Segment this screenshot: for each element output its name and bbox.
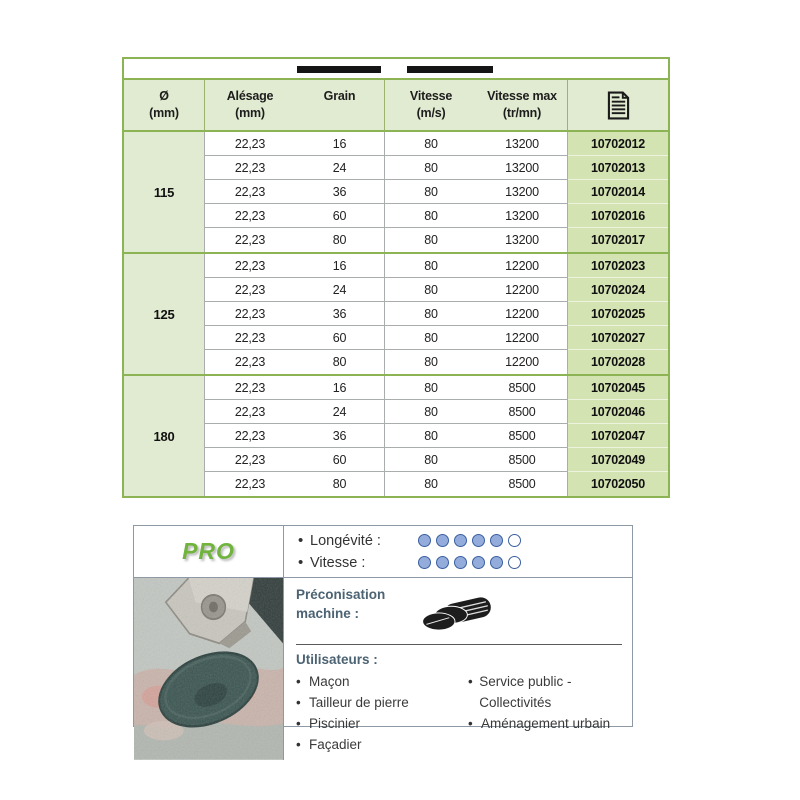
- user-item: [296, 714, 468, 735]
- alesage-cell: 22,23: [234, 477, 266, 491]
- section-divider: [296, 644, 622, 645]
- product-spec-table: [122, 57, 670, 498]
- details-panel: [284, 578, 632, 760]
- rating-dots: [418, 556, 521, 569]
- alesage-cell: 22,23: [205, 204, 295, 228]
- alesage-cell: 22,23: [205, 400, 295, 424]
- vitesse-max-cell: 12200: [477, 254, 568, 278]
- vitesse-cell: 80: [385, 326, 477, 350]
- label-line: Préconisation: [296, 587, 386, 602]
- user-label: Maçon: [309, 674, 350, 689]
- dot-filled: [472, 556, 485, 569]
- header-line: (mm): [235, 105, 265, 120]
- grain-cell: 80: [295, 228, 385, 252]
- dot-filled: [490, 556, 503, 569]
- angle-grinder-icon: [415, 590, 495, 634]
- dot-empty: [508, 534, 521, 547]
- code-cell: 10702013: [568, 156, 668, 180]
- grain-cell: 36: [295, 180, 385, 204]
- grain-cell: 80: [295, 472, 385, 496]
- vitesse-max-cell: 13200: [477, 180, 568, 204]
- pro-badge: PRO: [182, 538, 235, 564]
- header-line: Vitesse max: [487, 89, 557, 103]
- alesage-cell: 22,23: [205, 424, 295, 448]
- dot-empty: [508, 556, 521, 569]
- vitesse-cell: 80: [424, 355, 438, 369]
- header-diameter: [124, 80, 205, 130]
- user-label: Façadier: [309, 736, 362, 752]
- vitesse-max-cell: 13200: [477, 228, 568, 252]
- code-cell: 10702045: [568, 376, 668, 400]
- vitesse-cell: 80: [385, 156, 477, 180]
- alesage-cell: 22,23: [205, 132, 295, 156]
- bullet: •: [296, 715, 301, 731]
- code-cell: 10702012: [568, 132, 668, 156]
- alesage-cell: 22,23: [234, 355, 266, 369]
- code-cell: 10702046: [568, 400, 668, 424]
- dot-filled: [454, 556, 467, 569]
- range-indicator-bar: [297, 66, 493, 73]
- user-label: Tailleur de pierre: [309, 694, 409, 710]
- spec-table-body: [124, 130, 668, 496]
- dot-filled: [454, 534, 467, 547]
- machine-recommendation-label: [296, 586, 385, 624]
- vitesse-max-cell: 12200: [477, 326, 568, 350]
- code-cell: 10702016: [568, 204, 668, 228]
- code-cell: 10702050: [568, 472, 668, 496]
- diameter-cell: 115: [124, 132, 205, 252]
- table-header-row: [124, 80, 668, 130]
- alesage-cell: 22,23: [205, 180, 295, 204]
- table-group: [124, 374, 668, 496]
- vitesse-max-cell: 13200: [477, 132, 568, 156]
- vitesse-max-cell: 13200: [477, 156, 568, 180]
- table-group: [124, 130, 668, 252]
- header-alesage: [205, 80, 295, 130]
- range-indicator-gap: [381, 66, 407, 73]
- vitesse-max-cell: 8500: [477, 400, 568, 424]
- code-cell: 10702024: [568, 278, 668, 302]
- header-line: (tr/mn): [502, 105, 542, 120]
- user-item: [296, 693, 468, 714]
- rating-row: [298, 532, 622, 549]
- header-vitesse: [385, 80, 477, 130]
- vitesse-max-cell: 8500: [477, 448, 568, 472]
- bullet: •: [296, 674, 301, 689]
- vitesse-max-cell: 8500: [477, 424, 568, 448]
- grain-cell: 24: [295, 278, 385, 302]
- vitesse-max-cell: 12200: [477, 350, 568, 374]
- grain-cell: 80: [295, 350, 385, 374]
- vitesse-max-cell: 8500: [477, 376, 568, 400]
- users-title: Utilisateurs :: [296, 652, 378, 667]
- header-line: Ø: [159, 89, 169, 103]
- machine-recommendation: [296, 586, 624, 636]
- header-reference: [568, 80, 668, 130]
- vitesse-max-cell: 12200: [477, 302, 568, 326]
- bullet: •: [296, 694, 301, 710]
- product-photo: [134, 578, 284, 760]
- bullet: •: [468, 715, 473, 731]
- code-cell: 10702028: [568, 350, 668, 374]
- vitesse-max-cell: 8500: [477, 472, 568, 496]
- dot-filled: [472, 534, 485, 547]
- vitesse-cell: 80: [385, 132, 477, 156]
- grain-cell: 36: [295, 302, 385, 326]
- bullet: •: [298, 554, 304, 571]
- vitesse-cell: 80: [385, 278, 477, 302]
- vitesse-cell: 80: [385, 400, 477, 424]
- header-line: Grain: [323, 89, 356, 103]
- users-section: [296, 652, 624, 756]
- label-line: machine :: [296, 605, 360, 621]
- grain-cell: 24: [295, 156, 385, 180]
- user-item: [296, 735, 468, 756]
- bullet: •: [468, 674, 473, 689]
- vitesse-cell: 80: [424, 477, 438, 491]
- ratings-panel: [284, 526, 632, 578]
- user-item: [468, 714, 624, 735]
- product-info-box: [133, 525, 633, 752]
- diameter-cell: 125: [124, 254, 205, 374]
- user-label: Piscinier: [309, 715, 361, 731]
- rating-label: Longévité :: [310, 532, 381, 549]
- dot-filled: [418, 556, 431, 569]
- code-cell: 10702023: [568, 254, 668, 278]
- alesage-cell: 22,23: [205, 156, 295, 180]
- bullet: •: [296, 736, 301, 752]
- alesage-cell: 22,23: [205, 254, 295, 278]
- rating-row: [298, 554, 622, 571]
- table-top-row: [124, 59, 668, 80]
- grinder-on-granite-photo: [134, 578, 283, 760]
- code-cell: 10702025: [568, 302, 668, 326]
- user-label: Service public - Collectivités: [479, 674, 572, 710]
- pro-badge-cell: [134, 526, 284, 578]
- document-icon: [607, 91, 630, 120]
- dot-filled: [436, 556, 449, 569]
- alesage-cell: 22,23: [205, 302, 295, 326]
- user-item: [296, 672, 468, 693]
- rating-label: Vitesse :: [310, 554, 366, 571]
- grain-cell: 36: [295, 424, 385, 448]
- code-cell: 10702014: [568, 180, 668, 204]
- code-cell: 10702017: [568, 228, 668, 252]
- user-item: [468, 672, 624, 714]
- alesage-cell: 22,23: [205, 326, 295, 350]
- grain-cell: 24: [295, 400, 385, 424]
- code-cell: 10702027: [568, 326, 668, 350]
- vitesse-cell: 80: [385, 448, 477, 472]
- header-line: Alésage: [226, 89, 274, 103]
- grain-cell: 16: [295, 376, 385, 400]
- grain-cell: 16: [295, 254, 385, 278]
- dot-filled: [490, 534, 503, 547]
- dot-filled: [436, 534, 449, 547]
- dot-filled: [418, 534, 431, 547]
- users-list-left: [296, 672, 468, 756]
- header-line: (m/s): [416, 105, 446, 120]
- vitesse-cell: 80: [385, 376, 477, 400]
- vitesse-cell: 80: [385, 180, 477, 204]
- grain-cell: 60: [295, 204, 385, 228]
- vitesse-max-cell: 13200: [477, 204, 568, 228]
- code-cell: 10702047: [568, 424, 668, 448]
- users-columns: [296, 672, 624, 756]
- alesage-cell: 22,23: [205, 376, 295, 400]
- header-line: (mm): [149, 105, 179, 120]
- table-group: [124, 252, 668, 374]
- rating-dots: [418, 534, 521, 547]
- grain-cell: 60: [295, 448, 385, 472]
- user-label: Aménagement urbain: [481, 715, 611, 731]
- alesage-cell: 22,23: [205, 278, 295, 302]
- alesage-cell: 22,23: [205, 448, 295, 472]
- header-line: Vitesse: [409, 89, 453, 103]
- vitesse-cell: 80: [424, 233, 438, 247]
- vitesse-cell: 80: [385, 302, 477, 326]
- grain-cell: 60: [295, 326, 385, 350]
- vitesse-cell: 80: [385, 424, 477, 448]
- header-grain: [295, 80, 385, 130]
- vitesse-cell: 80: [385, 204, 477, 228]
- grain-cell: 16: [295, 132, 385, 156]
- vitesse-cell: 80: [385, 254, 477, 278]
- alesage-cell: 22,23: [234, 233, 266, 247]
- header-vitesse-max: [477, 80, 568, 130]
- users-list-right: [468, 672, 624, 756]
- vitesse-max-cell: 12200: [477, 278, 568, 302]
- code-cell: 10702049: [568, 448, 668, 472]
- bullet: •: [298, 532, 304, 549]
- diameter-cell: 180: [124, 376, 205, 496]
